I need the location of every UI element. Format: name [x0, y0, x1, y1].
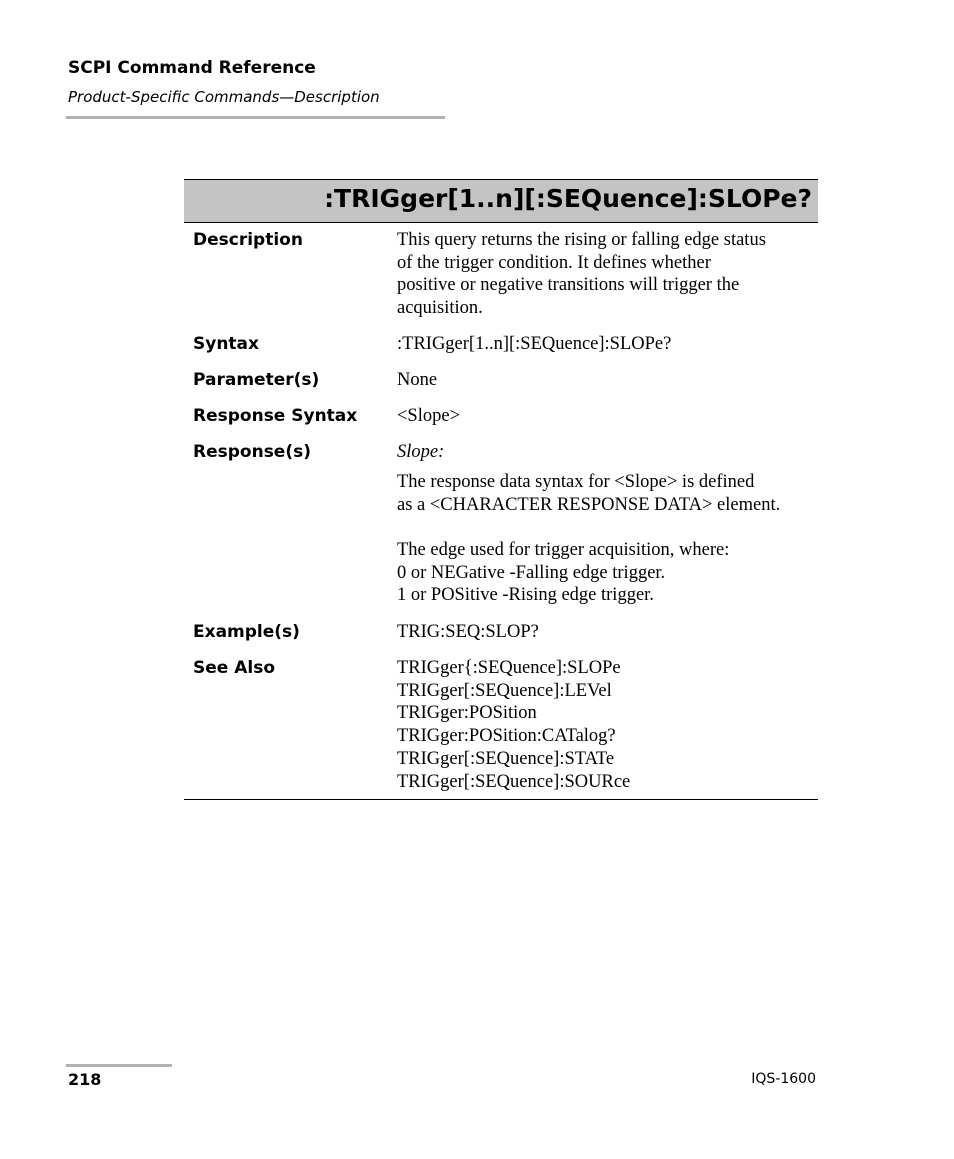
- see-also-item: TRIGger[:SEQuence]:SOURce: [397, 771, 631, 792]
- response-line: 1 or POSitive -Rising edge trigger.: [397, 585, 654, 606]
- response-definition: [397, 471, 817, 516]
- table-bottom-rule: [184, 799, 818, 800]
- response-line: as a <CHARACTER RESPONSE DATA> element.: [397, 494, 781, 515]
- response-syntax-label: Response Syntax: [193, 406, 358, 426]
- see-also-list: [397, 657, 817, 793]
- command-title: :TRIGger[1..n][:SEQuence]:SLOPe?: [324, 184, 812, 213]
- description-text: [397, 229, 817, 320]
- response-values: [397, 539, 817, 607]
- see-also-label: See Also: [193, 658, 276, 678]
- response-param-name: Slope:: [397, 442, 445, 462]
- description-label: Description: [193, 230, 303, 250]
- command-title-bar: [184, 179, 818, 223]
- section-subtitle: Product-Specific Commands—Description: [68, 88, 380, 106]
- syntax-value: :TRIGger[1..n][:SEQuence]:SLOPe?: [397, 334, 672, 354]
- see-also-item: TRIGger[:SEQuence]:LEVel: [397, 680, 612, 701]
- examples-label: Example(s): [193, 622, 300, 642]
- response-syntax-value: <Slope>: [397, 406, 461, 426]
- page-number: 218: [68, 1070, 102, 1089]
- header-divider: [66, 116, 445, 119]
- parameters-value: None: [397, 370, 438, 390]
- examples-value: TRIG:SEQ:SLOP?: [397, 622, 539, 642]
- see-also-item: TRIGger:POSition:CATalog?: [397, 726, 616, 747]
- footer-divider: [66, 1064, 172, 1067]
- responses-label: Response(s): [193, 442, 311, 462]
- response-line: 0 or NEGative -Falling edge trigger.: [397, 562, 666, 583]
- see-also-item: TRIGger{:SEQuence]:SLOPe: [397, 658, 621, 678]
- description-line: positive or negative transitions will trigger the: [397, 275, 740, 296]
- parameters-label: Parameter(s): [193, 370, 320, 390]
- response-line: The response data syntax for <Slope> is defined: [397, 472, 755, 492]
- product-name: IQS-1600: [751, 1071, 816, 1087]
- description-line: This query returns the rising or falling edge status: [397, 230, 766, 250]
- section-title: SCPI Command Reference: [68, 58, 316, 78]
- response-line: The edge used for trigger acquisition, where:: [397, 540, 730, 560]
- description-line: of the trigger condition. It defines whether: [397, 252, 711, 273]
- see-also-item: TRIGger:POSition: [397, 703, 537, 724]
- see-also-item: TRIGger[:SEQuence]:STATe: [397, 748, 615, 769]
- description-line: acquisition.: [397, 298, 483, 319]
- syntax-label: Syntax: [193, 334, 259, 354]
